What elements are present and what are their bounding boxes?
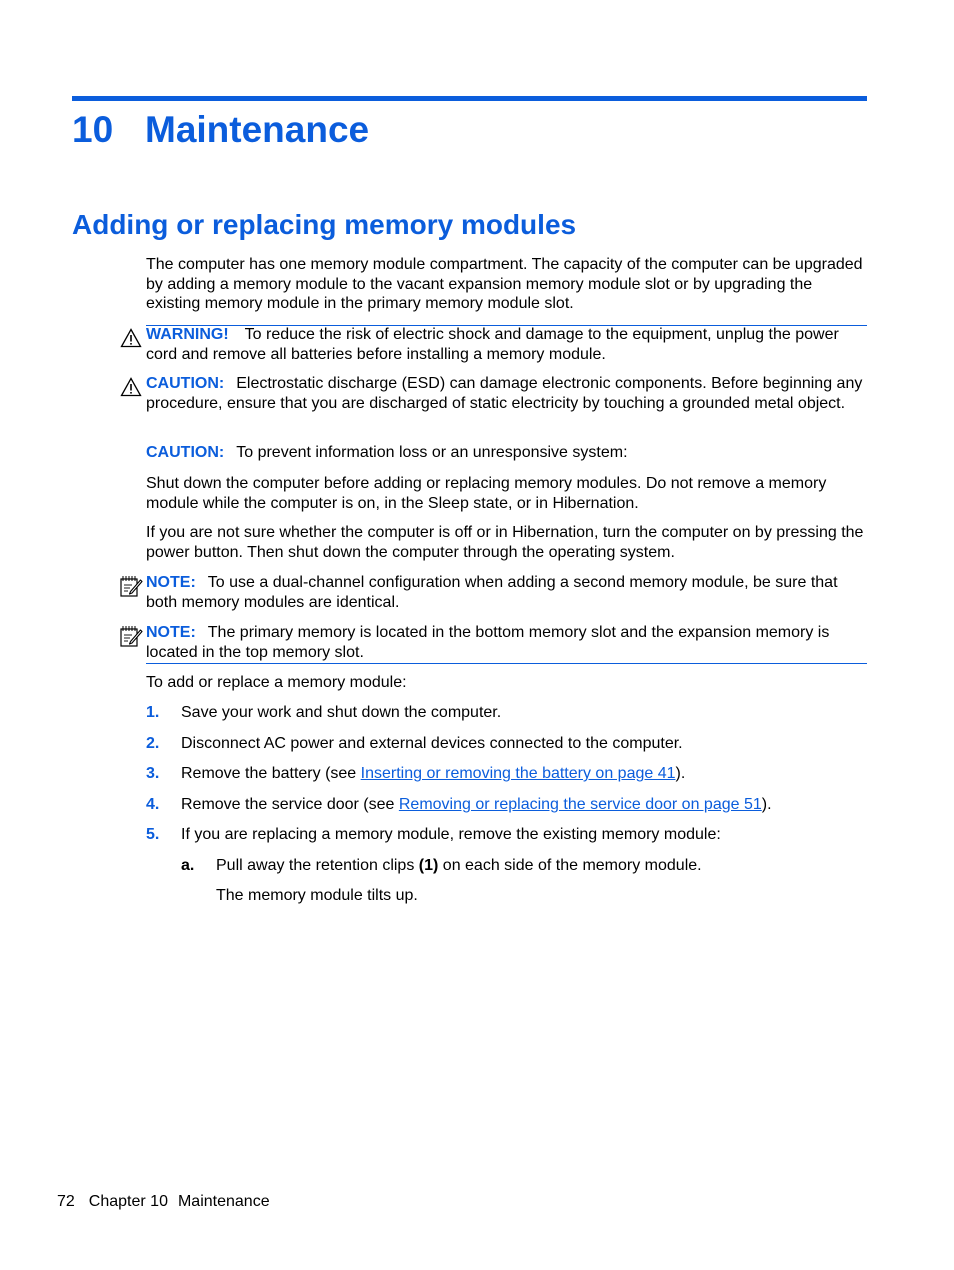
warning-notice	[146, 325, 868, 364]
note-text: To use a dual-channel configuration when adding a second memory module, be sure that both memory modules are identical.	[146, 574, 838, 611]
chapter-number: 10	[72, 109, 114, 150]
substep-text-pre: Pull away the retention clips	[216, 857, 419, 874]
substep-text	[216, 856, 702, 876]
caution-notice-esd	[146, 374, 868, 413]
step-number: 4.	[146, 796, 160, 813]
step-number: 2.	[146, 735, 160, 752]
warning-text: To reduce the risk of electric shock and damage to the equipment, unplug the power cord and remove all batteries before installing a memory module.	[146, 326, 839, 363]
intro-paragraph: The computer has one memory module compartment. The capacity of the computer can be upgraded by adding a memory module to the vacant expansion memory module slot or by upgrading the existing memory module in the primary memory module slot.	[146, 256, 863, 313]
caution-notice-info-loss	[146, 443, 868, 463]
note-text: The primary memory is located in the bottom memory slot and the expansion memory is located in the top memory slot.	[146, 624, 830, 661]
caution-text: To prevent information loss or an unresponsive system:	[236, 444, 628, 461]
step-text: If you are replacing a memory module, remove the existing memory module:	[181, 826, 721, 843]
warning-triangle-icon	[120, 377, 142, 397]
caution-paragraph-hibernation: If you are not sure whether the computer is off or in Hibernation, turn the computer on by pressing the power button. Then shut down the computer through the operating system.	[146, 524, 864, 561]
footer-chapter-title: Maintenance	[177, 1193, 270, 1210]
chapter-rule	[72, 96, 867, 101]
step-text: Disconnect AC power and external devices connected to the computer.	[181, 735, 683, 752]
note-label: NOTE:	[146, 574, 196, 591]
step-number: 3.	[146, 765, 160, 782]
footer-page-number: 72	[57, 1193, 75, 1210]
callout-number: (1)	[418, 857, 439, 874]
procedure-intro: To add or replace a memory module:	[146, 674, 407, 691]
section-title: Adding or replacing memory modules	[72, 209, 577, 240]
footer-chapter: Chapter 10	[88, 1193, 168, 1210]
note-memory-slots	[146, 623, 868, 662]
caution-paragraph-shutdown: Shut down the computer before adding or replacing memory modules. Do not remove a memory module while the computer is on, in the Sleep state, or in Hibernation.	[146, 475, 827, 512]
warning-triangle-icon	[120, 328, 142, 348]
chapter-name: Maintenance	[145, 109, 370, 150]
step-text-pre: Remove the battery (see	[181, 765, 361, 782]
notice-bottom-rule	[146, 663, 867, 664]
battery-page-link[interactable]: Inserting or removing the battery on page 41	[360, 765, 676, 782]
step-text	[181, 764, 685, 784]
warning-label: WARNING!	[146, 326, 229, 343]
chapter-title	[72, 106, 369, 154]
note-label: NOTE:	[146, 624, 196, 641]
note-dual-channel	[146, 573, 868, 612]
caution-text: Electrostatic discharge (ESD) can damage electronic components. Before beginning any procedure, ensure that you are discharged of static electricity by touching a grounded metal object.	[146, 375, 863, 412]
step-text	[181, 795, 772, 815]
step-text: Save your work and shut down the computer.	[181, 704, 502, 721]
substep-result-text: The memory module tilts up.	[216, 887, 418, 904]
note-pad-icon	[119, 624, 143, 648]
step-number: 1.	[146, 704, 160, 721]
step-text-pre: Remove the service door (see	[181, 796, 399, 813]
step-text-post: ).	[761, 796, 772, 813]
substep-text-post: on each side of the memory module.	[438, 857, 702, 874]
service-door-page-link[interactable]: Removing or replacing the service door on page 51	[398, 796, 762, 813]
step-number: 5.	[146, 826, 160, 843]
caution-label: CAUTION:	[146, 444, 225, 461]
caution-label: CAUTION:	[146, 375, 225, 392]
note-pad-icon	[119, 574, 143, 598]
substep-letter: a.	[181, 857, 195, 874]
step-text-post: ).	[675, 765, 686, 782]
page-footer	[57, 1192, 284, 1212]
